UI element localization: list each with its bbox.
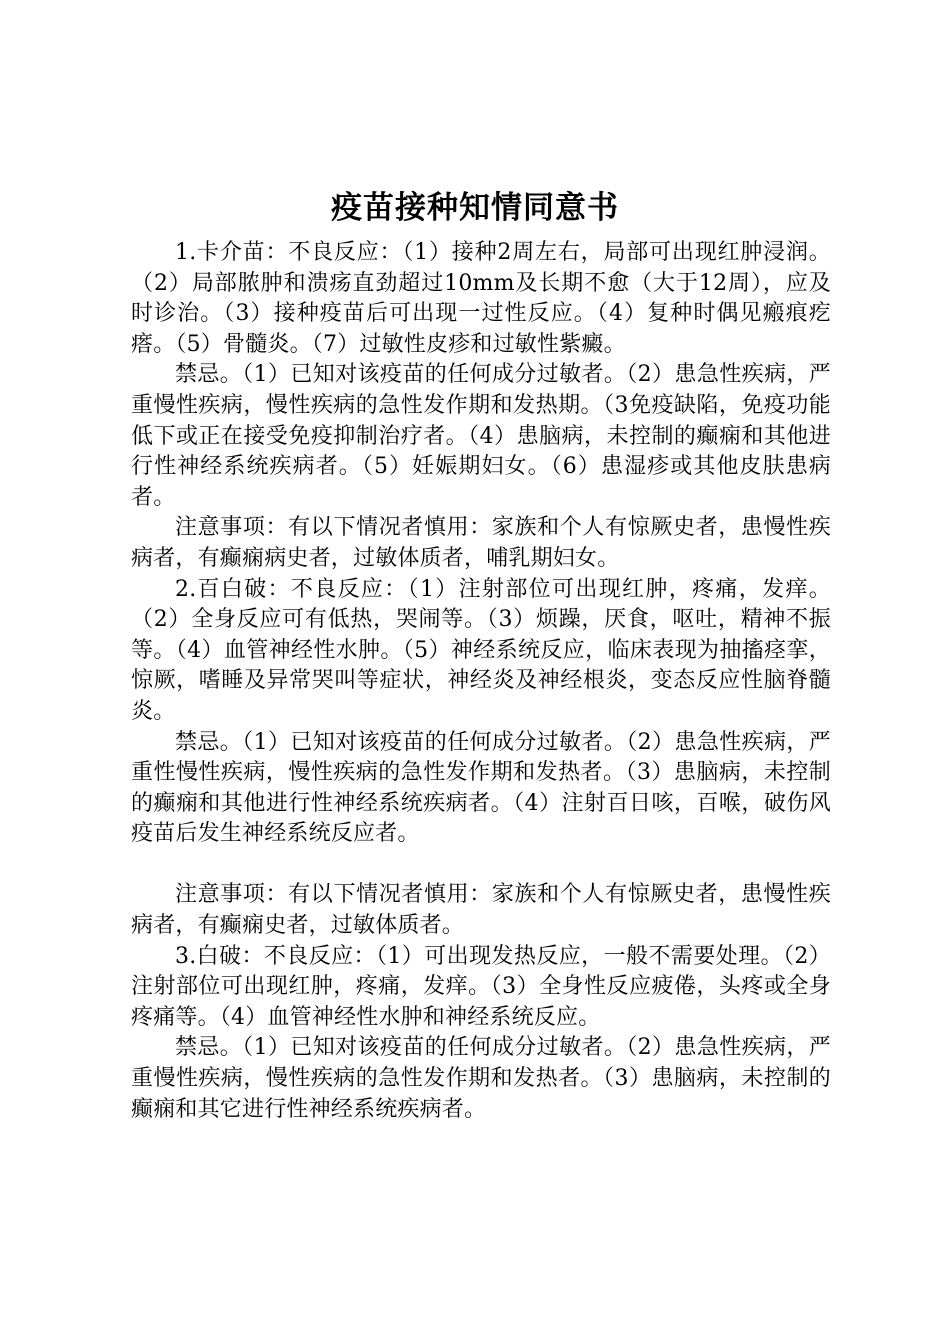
paragraph-bcg-contraindications: 禁忌。（1）已知对该疫苗的任何成分过敏者。（2）患急性疾病，严重慢性疾病，慢性疾病的急性发作期和发热期。（3免疫缺陷，免疫功能低下或正在接受免疫抑制治疗者。（4）患脑病，未控制的癫痫和其他进行性神经系统疾病者。（5）妊娠期妇女。（6）患湿疹或其他皮肤患病者。 [131,362,831,510]
paragraph-dt-adverse-reactions: 3.白破：不良反应：（1）可出现发热反应，一般不需要处理。（2）注射部位可出现红肿，疼痛，发痒。（3）全身性反应疲倦，头疼或全身疼痛等。（4）血管神经性水肿和神经系统反应。 [131,943,831,1030]
document-body [131,238,831,1125]
paragraph-bcg-adverse-reactions: 1.卡介苗：不良反应：（1）接种2周左右，局部可出现红肿浸润。（2）局部脓肿和溃疡直劲超过10mm及长期不愈（大于12周），应及时诊治。（3）接种疫苗后可出现一过性反应。（4）复种时偶见瘢痕疙瘩。（5）骨髓炎。（7）过敏性皮疹和过敏性紫癜。 [131,240,831,357]
paragraph-dtp-adverse-reactions: 2.百白破：不良反应：（1）注射部位可出现红肿，疼痛，发痒。（2）全身反应可有低热，哭闹等。（3）烦躁，厌食，呕吐，精神不振等。（4）血管神经性水肿。（5）神经系统反应，临床表现为抽搐痉挛，惊厥，嗜睡及异常哭叫等症状，神经炎及神经根炎，变态反应性脑脊髓炎。 [131,576,831,724]
paragraph-dtp-precautions: 注意事项：有以下情况者慎用：家族和个人有惊厥史者，患慢性疾病者，有癫痫史者，过敏体质者。 [131,882,831,939]
paragraph-dt-contraindications: 禁忌。（1）已知对该疫苗的任何成分过敏者。（2）患急性疾病，严重慢性疾病，慢性疾病的急性发作期和发热者。（3）患脑病，未控制的癫痫和其它进行性神经系统疾病者。 [131,1035,831,1122]
document-title: 疫苗接种知情同意书 [331,190,619,226]
paragraph-bcg-precautions: 注意事项：有以下情况者慎用：家族和个人有惊厥史者，患慢性疾病者，有癫痫病史者，过敏体质者，哺乳期妇女。 [131,515,831,571]
paragraph-dtp-contraindications: 禁忌。（1）已知对该疫苗的任何成分过敏者。（2）患急性疾病，严重性慢性疾病，慢性疾病的急性发作期和发热者。（3）患脑病，未控制的癫痫和其他进行性神经系统疾病者。（4）注射百日咳，百喉，破伤风疫苗后发生神经系统反应者。 [131,729,831,847]
blank-line [131,850,831,881]
